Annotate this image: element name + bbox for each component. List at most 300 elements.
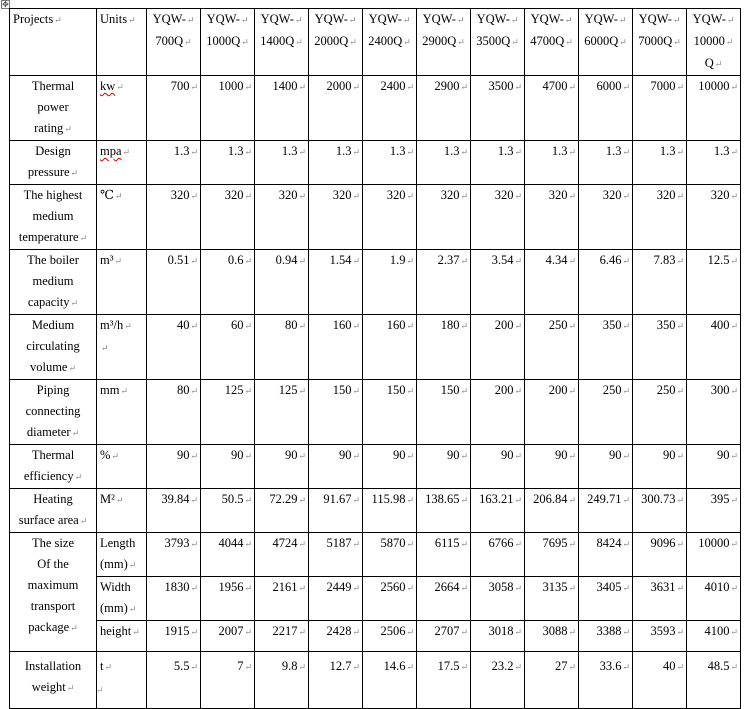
value-cell[interactable] — [579, 380, 633, 445]
paragraph-mark-icon: ↵ — [115, 495, 124, 505]
value-cell[interactable] — [579, 76, 633, 141]
value-text: 1.3 — [443, 144, 460, 158]
value-cell[interactable] — [687, 445, 741, 489]
cell-line: YQW- — [152, 12, 186, 26]
value-cell[interactable] — [363, 533, 417, 577]
paragraph-mark-icon: ↵ — [676, 539, 684, 549]
value-cell[interactable] — [579, 141, 633, 185]
value-cell[interactable] — [309, 76, 363, 141]
value-text: 1.3 — [659, 144, 676, 158]
value-text: 2400 — [380, 79, 406, 93]
paragraph-mark-icon: ↵ — [456, 15, 465, 25]
value-cell[interactable] — [471, 185, 525, 250]
paragraph-mark-icon: ↵ — [564, 15, 573, 25]
paragraph-mark-icon: ↵ — [190, 147, 198, 157]
value-text: 5870 — [380, 536, 406, 550]
value-text: 150 — [386, 383, 406, 397]
paragraph-mark-icon: ↵ — [352, 82, 360, 92]
paragraph-mark-icon: ↵ — [622, 495, 630, 505]
paragraph-mark-icon: ↵ — [568, 662, 576, 672]
paragraph-mark-icon: ↵ — [298, 495, 306, 505]
value-cell[interactable] — [579, 652, 633, 709]
cell-line: Width — [100, 580, 131, 594]
project-cell[interactable] — [10, 315, 97, 380]
paragraph-mark-icon: ↵ — [244, 627, 252, 637]
value-cell[interactable] — [255, 445, 309, 489]
value-cell[interactable] — [309, 489, 363, 533]
value-cell[interactable] — [525, 315, 579, 380]
paragraph-mark-icon: ↵ — [295, 37, 303, 47]
value-cell[interactable] — [147, 489, 201, 533]
value-cell[interactable] — [525, 445, 579, 489]
value-text: 90 — [500, 448, 514, 462]
value-cell[interactable] — [417, 652, 471, 709]
value-cell[interactable] — [687, 621, 741, 652]
value-text: 3088 — [542, 624, 568, 638]
value-cell[interactable] — [471, 489, 525, 533]
value-cell[interactable] — [579, 489, 633, 533]
value-cell[interactable] — [417, 577, 471, 621]
value-cell[interactable] — [201, 250, 255, 315]
value-text: 1.3 — [713, 144, 730, 158]
paragraph-mark-icon: ↵ — [622, 627, 630, 637]
unit-cell[interactable] — [97, 250, 147, 315]
cell-line: The boiler — [27, 253, 79, 267]
paragraph-mark-icon: ↵ — [294, 15, 303, 25]
value-cell[interactable] — [633, 185, 687, 250]
value-cell[interactable] — [147, 445, 201, 489]
value-cell[interactable] — [363, 141, 417, 185]
value-cell[interactable] — [471, 445, 525, 489]
value-cell[interactable] — [471, 76, 525, 141]
value-cell[interactable] — [525, 489, 579, 533]
cell-line: package — [28, 620, 70, 634]
value-cell[interactable] — [309, 445, 363, 489]
value-cell[interactable] — [201, 533, 255, 577]
value-cell[interactable] — [525, 76, 579, 141]
table-row — [10, 445, 741, 489]
value-cell[interactable] — [579, 533, 633, 577]
paragraph-mark-icon: ↵ — [622, 451, 630, 461]
value-cell[interactable] — [687, 652, 741, 709]
header-model-6[interactable] — [471, 9, 525, 76]
paragraph-mark-icon: ↵ — [622, 321, 630, 331]
cell-line: 1400Q — [260, 34, 295, 48]
value-cell[interactable] — [633, 445, 687, 489]
value-cell[interactable] — [147, 141, 201, 185]
value-cell[interactable] — [417, 445, 471, 489]
value-text: 350 — [656, 318, 676, 332]
cell-line: Q — [704, 56, 714, 70]
value-cell[interactable] — [309, 141, 363, 185]
value-cell[interactable] — [633, 489, 687, 533]
value-cell[interactable] — [255, 380, 309, 445]
value-cell[interactable] — [633, 141, 687, 185]
paragraph-mark-icon: ↵ — [622, 191, 630, 201]
value-text: 33.6 — [599, 659, 622, 673]
value-cell[interactable] — [201, 141, 255, 185]
value-text: 5187 — [326, 536, 352, 550]
value-cell[interactable] — [363, 652, 417, 709]
paragraph-mark-icon: ↵ — [70, 623, 78, 633]
value-cell[interactable] — [525, 533, 579, 577]
value-text: 3018 — [488, 624, 514, 638]
value-cell[interactable] — [309, 380, 363, 445]
value-text: 249.71 — [587, 492, 622, 506]
paragraph-mark-icon: ↵ — [184, 37, 192, 47]
value-cell[interactable] — [579, 315, 633, 380]
unit-cell[interactable] — [97, 489, 147, 533]
value-cell[interactable] — [417, 185, 471, 250]
value-text: 3593 — [650, 624, 676, 638]
value-cell[interactable] — [201, 489, 255, 533]
value-cell[interactable] — [525, 621, 579, 652]
value-text: 4.34 — [545, 253, 568, 267]
value-cell[interactable] — [687, 489, 741, 533]
value-text: 163.21 — [479, 492, 514, 506]
value-cell[interactable] — [363, 250, 417, 315]
table-row — [10, 380, 741, 445]
header-model-0[interactable] — [147, 9, 201, 76]
value-cell[interactable] — [147, 577, 201, 621]
value-cell[interactable] — [309, 577, 363, 621]
unit-cell[interactable] — [97, 533, 147, 577]
paragraph-mark-icon: ↵ — [460, 147, 468, 157]
value-cell[interactable] — [417, 315, 471, 380]
value-cell[interactable] — [471, 621, 525, 652]
value-text: 320 — [224, 188, 244, 202]
value-cell[interactable] — [255, 185, 309, 250]
value-cell[interactable] — [147, 76, 201, 141]
unit-cell[interactable] — [97, 621, 147, 652]
value-cell[interactable] — [471, 315, 525, 380]
value-cell[interactable] — [147, 250, 201, 315]
header-projects[interactable] — [10, 9, 97, 76]
value-cell[interactable] — [255, 315, 309, 380]
value-cell[interactable] — [363, 76, 417, 141]
header-model-8[interactable] — [579, 9, 633, 76]
cell-line: power — [37, 100, 69, 114]
project-cell[interactable] — [10, 652, 97, 709]
value-text: 80 — [176, 383, 190, 397]
value-text: 10000 — [698, 79, 730, 93]
value-cell[interactable] — [255, 652, 309, 709]
cell-line: YQW- — [530, 12, 564, 26]
paragraph-mark-icon: ↵ — [514, 451, 522, 461]
header-model-4[interactable] — [363, 9, 417, 76]
unit-cell[interactable] — [97, 652, 147, 709]
header-model-1[interactable] — [201, 9, 255, 76]
cell-line: Installation — [24, 659, 82, 673]
value-text: 2506 — [380, 624, 406, 638]
value-text: 12.7 — [329, 659, 352, 673]
value-cell[interactable] — [687, 533, 741, 577]
value-cell[interactable] — [201, 185, 255, 250]
value-cell[interactable] — [687, 185, 741, 250]
paragraph-mark-icon: ↵ — [730, 321, 738, 331]
cell-line: % — [100, 448, 111, 462]
paragraph-mark-icon: ↵ — [514, 147, 522, 157]
value-cell[interactable] — [633, 315, 687, 380]
value-text: 10000 — [698, 536, 730, 550]
value-text: 90 — [338, 448, 352, 462]
value-cell[interactable] — [687, 315, 741, 380]
value-cell[interactable] — [255, 577, 309, 621]
value-cell[interactable] — [633, 652, 687, 709]
paragraph-mark-icon: ↵ — [244, 147, 252, 157]
value-cell[interactable] — [525, 250, 579, 315]
cell-line: t — [100, 659, 104, 673]
value-text: 200 — [494, 383, 514, 397]
value-text: 3500 — [488, 79, 514, 93]
value-text: 1.3 — [281, 144, 298, 158]
unit-cell[interactable] — [97, 445, 147, 489]
cell-line: Heating — [33, 492, 73, 506]
paragraph-mark-icon: ↵ — [676, 495, 684, 505]
paragraph-mark-icon: ↵ — [298, 321, 306, 331]
paragraph-mark-icon: ↵ — [726, 15, 735, 25]
header-model-10[interactable] — [687, 9, 741, 76]
paragraph-mark-icon: ↵ — [622, 662, 630, 672]
cell-line: connecting — [25, 404, 81, 418]
value-cell[interactable] — [309, 315, 363, 380]
value-text: 320 — [278, 188, 298, 202]
cell-line: The highest — [23, 188, 83, 202]
value-cell[interactable] — [579, 185, 633, 250]
value-cell[interactable] — [255, 621, 309, 652]
value-cell[interactable] — [255, 76, 309, 141]
value-cell[interactable] — [633, 76, 687, 141]
project-cell[interactable] — [10, 141, 97, 185]
value-cell[interactable] — [363, 315, 417, 380]
value-cell[interactable] — [687, 250, 741, 315]
value-cell[interactable] — [633, 250, 687, 315]
value-cell[interactable] — [363, 489, 417, 533]
value-cell[interactable] — [363, 380, 417, 445]
cell-line: 6000Q — [584, 34, 619, 48]
paragraph-mark-icon: ↵ — [730, 627, 738, 637]
boiler-spec-table — [9, 8, 741, 709]
paragraph-mark-icon: ↵ — [514, 539, 522, 549]
value-cell[interactable] — [579, 621, 633, 652]
cell-line: (mm) — [100, 557, 128, 571]
value-cell[interactable] — [525, 652, 579, 709]
project-cell[interactable] — [10, 489, 97, 533]
paragraph-mark-icon: ↵ — [114, 191, 123, 201]
cell-line: mm — [100, 383, 120, 397]
value-cell[interactable] — [687, 141, 741, 185]
value-cell[interactable] — [525, 380, 579, 445]
value-cell[interactable] — [255, 141, 309, 185]
paragraph-mark-icon: ↵ — [244, 583, 252, 593]
paragraph-mark-icon: ↵ — [406, 495, 414, 505]
paragraph-mark-icon: ↵ — [568, 191, 576, 201]
value-cell[interactable] — [633, 577, 687, 621]
paragraph-mark-icon: ↵ — [190, 321, 198, 331]
value-text: 320 — [440, 188, 460, 202]
value-cell[interactable] — [687, 76, 741, 141]
value-cell[interactable] — [201, 315, 255, 380]
paragraph-mark-icon: ↵ — [568, 583, 576, 593]
value-cell[interactable] — [633, 533, 687, 577]
value-cell[interactable] — [147, 533, 201, 577]
value-cell[interactable] — [417, 489, 471, 533]
value-cell[interactable] — [471, 533, 525, 577]
table-move-handle-icon[interactable]: ✥ — [2, 0, 9, 9]
value-cell[interactable] — [525, 185, 579, 250]
value-cell[interactable] — [147, 621, 201, 652]
value-text: 250 — [548, 318, 568, 332]
paragraph-mark-icon: ↵ — [190, 495, 198, 505]
value-cell[interactable] — [633, 621, 687, 652]
paragraph-mark-icon: ↵ — [352, 147, 360, 157]
paragraph-mark-icon: ↵ — [74, 472, 83, 482]
header-model-9[interactable] — [633, 9, 687, 76]
paragraph-mark-icon: ↵ — [111, 451, 119, 461]
cell-line: Of the — [37, 557, 69, 571]
value-cell[interactable] — [363, 621, 417, 652]
paragraph-mark-icon: ↵ — [406, 82, 414, 92]
value-cell[interactable] — [417, 250, 471, 315]
value-cell[interactable] — [471, 577, 525, 621]
value-text: 3631 — [650, 580, 676, 594]
table-row — [10, 141, 741, 185]
value-cell[interactable] — [417, 76, 471, 141]
project-cell[interactable] — [10, 445, 97, 489]
value-cell[interactable] — [309, 621, 363, 652]
value-text: 3388 — [596, 624, 622, 638]
paragraph-mark-icon: ↵ — [460, 191, 468, 201]
project-cell[interactable] — [10, 250, 97, 315]
value-cell[interactable] — [363, 577, 417, 621]
value-text: 250 — [602, 383, 622, 397]
cell-line: height — [100, 624, 132, 638]
value-cell[interactable] — [633, 380, 687, 445]
value-cell[interactable] — [417, 141, 471, 185]
project-cell[interactable] — [10, 185, 97, 250]
value-cell[interactable] — [201, 380, 255, 445]
value-cell[interactable] — [147, 315, 201, 380]
unit-cell[interactable] — [97, 141, 147, 185]
value-text: 72.29 — [269, 492, 298, 506]
value-cell[interactable] — [579, 445, 633, 489]
value-text: 4010 — [704, 580, 730, 594]
value-cell[interactable] — [417, 621, 471, 652]
paragraph-mark-icon: ↵ — [514, 583, 522, 593]
unit-cell[interactable] — [97, 577, 147, 621]
paragraph-mark-icon: ↵ — [514, 191, 522, 201]
paragraph-mark-icon: ↵ — [244, 495, 252, 505]
value-cell[interactable] — [147, 652, 201, 709]
paragraph-mark-icon: ↵ — [676, 321, 684, 331]
value-cell[interactable] — [363, 445, 417, 489]
value-cell[interactable] — [147, 185, 201, 250]
value-text: 27 — [554, 659, 568, 673]
cell-line: YQW- — [476, 12, 510, 26]
cell-line: YQW- — [422, 12, 456, 26]
paragraph-mark-icon: ↵ — [511, 37, 519, 47]
value-cell[interactable] — [255, 533, 309, 577]
header-units[interactable] — [97, 9, 147, 76]
value-cell[interactable] — [201, 577, 255, 621]
value-text: 320 — [710, 188, 730, 202]
value-cell[interactable] — [255, 250, 309, 315]
header-model-3[interactable] — [309, 9, 363, 76]
value-cell[interactable] — [201, 445, 255, 489]
value-cell[interactable] — [471, 652, 525, 709]
value-cell[interactable] — [579, 250, 633, 315]
value-cell[interactable] — [309, 533, 363, 577]
value-cell[interactable] — [363, 185, 417, 250]
project-cell[interactable] — [10, 533, 97, 652]
value-cell[interactable] — [525, 577, 579, 621]
value-cell[interactable] — [579, 577, 633, 621]
value-cell[interactable] — [309, 250, 363, 315]
value-cell[interactable] — [147, 380, 201, 445]
project-cell[interactable] — [10, 380, 97, 445]
paragraph-mark-icon: ↵ — [68, 363, 77, 373]
paragraph-mark-icon: ↵ — [622, 82, 630, 92]
paragraph-mark-icon: ↵ — [241, 37, 249, 47]
value-cell[interactable] — [471, 380, 525, 445]
cell-line: ℃ — [100, 188, 114, 202]
project-cell[interactable] — [10, 76, 97, 141]
paragraph-mark-icon: ↵ — [676, 583, 684, 593]
value-cell[interactable] — [687, 577, 741, 621]
value-text: 0.6 — [227, 253, 244, 267]
header-model-2[interactable] — [255, 9, 309, 76]
value-cell[interactable] — [201, 76, 255, 141]
value-text: 0.51 — [167, 253, 190, 267]
paragraph-mark-icon: ↵ — [79, 233, 88, 243]
value-cell[interactable] — [309, 652, 363, 709]
value-cell[interactable] — [417, 380, 471, 445]
value-cell[interactable] — [417, 533, 471, 577]
paragraph-mark-icon: ↵ — [190, 82, 198, 92]
value-cell[interactable] — [525, 141, 579, 185]
paragraph-mark-icon: ↵ — [725, 37, 734, 47]
cell-line: Length — [100, 536, 136, 550]
value-text: 1956 — [218, 580, 244, 594]
cell-line: (mm) — [100, 601, 128, 615]
value-text: 320 — [548, 188, 568, 202]
value-cell[interactable] — [471, 250, 525, 315]
unit-cell[interactable] — [97, 185, 147, 250]
value-cell[interactable] — [471, 141, 525, 185]
value-cell[interactable] — [687, 380, 741, 445]
value-cell[interactable] — [255, 489, 309, 533]
header-model-5[interactable] — [417, 9, 471, 76]
paragraph-mark-icon: ↵ — [406, 256, 414, 266]
value-cell[interactable] — [201, 621, 255, 652]
value-text: 320 — [170, 188, 190, 202]
value-text: 40 — [662, 659, 676, 673]
unit-cell[interactable] — [97, 380, 147, 445]
paragraph-mark-icon: ↵ — [190, 451, 198, 461]
paragraph-mark-icon: ↵ — [190, 191, 198, 201]
header-model-7[interactable] — [525, 9, 579, 76]
unit-cell[interactable] — [97, 76, 147, 141]
paragraph-mark-icon: ↵ — [565, 37, 573, 47]
paragraph-mark-icon: ↵ — [676, 386, 684, 396]
value-text: 115.98 — [371, 492, 406, 506]
value-cell[interactable] — [309, 185, 363, 250]
value-text: 1830 — [164, 580, 190, 594]
paragraph-mark-icon: ↵ — [514, 82, 522, 92]
unit-cell[interactable] — [97, 315, 147, 380]
paragraph-mark-icon: ↵ — [676, 147, 684, 157]
value-cell[interactable] — [201, 652, 255, 709]
